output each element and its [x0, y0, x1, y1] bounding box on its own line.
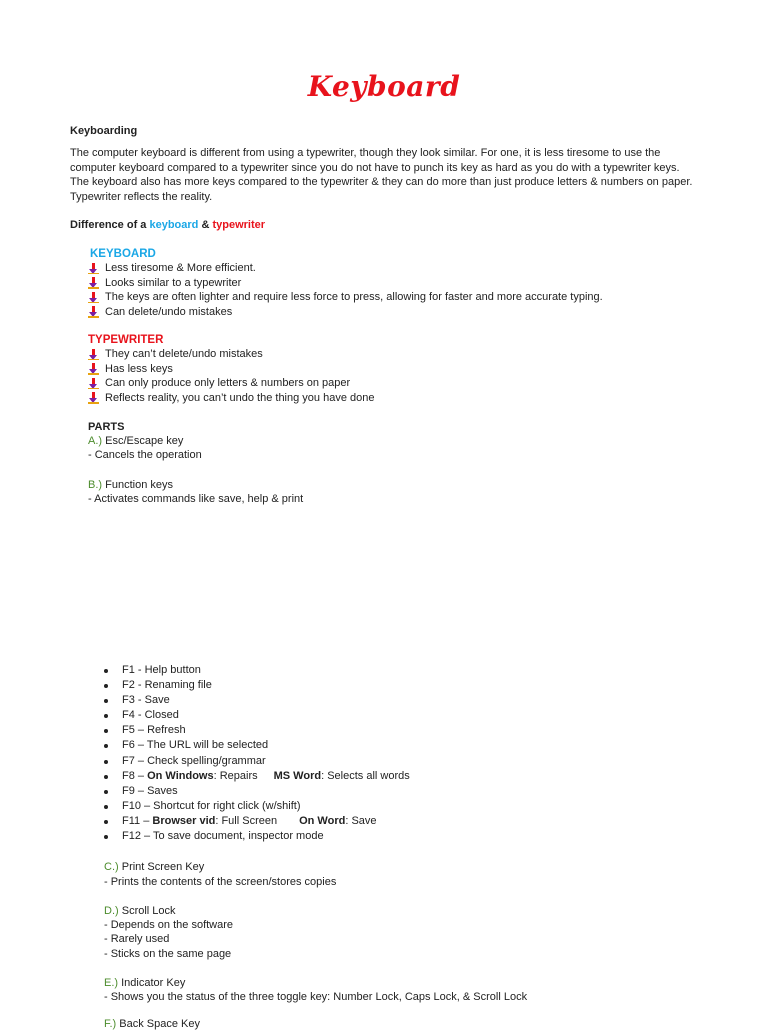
- list-item: [88, 362, 374, 377]
- bullet-icon: [104, 790, 108, 794]
- list-item-bold: Browser vid: [152, 814, 216, 827]
- bullet-icon: [104, 699, 108, 703]
- bullet-icon: [104, 820, 108, 824]
- list-item-text: F8 –: [122, 769, 148, 782]
- list-item-text: F2 - Renaming file: [122, 679, 212, 692]
- list-item-text: F6 – The URL will be selected: [122, 739, 269, 752]
- list-item-text: Can only produce only letters & numbers on paper: [105, 377, 351, 389]
- arrow-down-icon: [88, 349, 99, 360]
- list-item: [104, 799, 410, 814]
- list-item-bold: MS Word: [273, 769, 322, 782]
- list-item: [104, 814, 410, 829]
- part-e: [104, 976, 185, 991]
- bullet-icon: [104, 805, 108, 809]
- list-item-text: Has less keys: [105, 362, 173, 375]
- typewriter-heading: TYPEWRITER: [88, 334, 164, 346]
- bullet-icon: [104, 775, 108, 779]
- difference-typewriter: typewriter: [212, 219, 266, 231]
- part-b-desc: - Activates commands like save, help & print: [88, 493, 304, 505]
- list-item: [104, 829, 410, 844]
- parts-heading: PARTS: [88, 421, 125, 433]
- part-label: A.): [88, 435, 103, 447]
- part-name: Back Space Key: [116, 1018, 201, 1030]
- arrow-down-icon: [88, 263, 99, 274]
- difference-keyboard: keyboard: [149, 219, 199, 231]
- part-e-desc: - Shows you the status of the three toggle key: Number Lock, Caps Lock, & Scroll Lock: [104, 991, 528, 1003]
- list-item-text: : Full Screen: [215, 814, 278, 827]
- part-label: F.): [104, 1018, 117, 1030]
- list-item: [104, 693, 410, 708]
- part-d-desc-3: - Sticks on the same page: [104, 948, 232, 960]
- list-item-bold: On Word: [299, 814, 346, 827]
- list-item-text: F4 - Closed: [122, 709, 179, 722]
- arrow-down-icon: [88, 378, 99, 389]
- part-label: E.): [104, 977, 119, 989]
- list-item-text: F1 - Help button: [122, 664, 201, 676]
- bullet-icon: [104, 835, 108, 839]
- part-label: C.): [104, 861, 119, 873]
- list-item: [88, 261, 603, 276]
- part-label: D.): [104, 905, 119, 917]
- arrow-down-icon: [88, 306, 99, 317]
- list-item-bold: On Windows: [147, 769, 214, 782]
- part-d-desc-2: - Rarely used: [104, 933, 170, 945]
- list-item: [88, 391, 374, 406]
- list-item-text: Looks similar to a typewriter: [105, 276, 242, 289]
- list-item-text: : Selects all words: [321, 769, 410, 782]
- intro-paragraph: The computer keyboard is different from using a typewriter, though they look similar. For one, it is less tiresome to use the computer keyboard compared to a typewriter since you do not have to punch its key as hard as you do with a typewriter keys. The keyboard also has more keys compared to the typewriter & they can do more than just produce letters & numbers on paper. Typewriter reflects the reality.: [70, 147, 693, 203]
- list-item: [104, 754, 410, 769]
- part-b: [88, 478, 173, 493]
- list-item: [88, 347, 374, 362]
- list-item: [104, 708, 410, 723]
- arrow-down-icon: [88, 363, 99, 374]
- part-a-desc: - Cancels the operation: [88, 449, 202, 461]
- part-name: Scroll Lock: [118, 905, 176, 917]
- list-item: [104, 678, 410, 693]
- part-d: [104, 904, 176, 919]
- list-item: [88, 376, 374, 391]
- list-item-text: F12 – To save document, inspector mode: [122, 830, 324, 843]
- bullet-icon: [104, 684, 108, 688]
- list-item: [104, 769, 410, 784]
- list-item-text: F5 – Refresh: [122, 724, 186, 737]
- typewriter-list: [88, 347, 374, 405]
- arrow-down-icon: [88, 292, 99, 303]
- part-name: Esc/Escape key: [102, 435, 184, 447]
- bullet-icon: [104, 729, 108, 733]
- keyboard-list: [88, 261, 603, 319]
- difference-heading: [70, 218, 265, 233]
- section-heading: Keyboarding: [70, 125, 138, 137]
- list-item: [104, 663, 410, 678]
- list-item-text: The keys are often lighter and require less force to press, allowing for faster and more accurate typing.: [105, 291, 603, 303]
- list-item-text: Less tiresome & More efficient.: [105, 262, 256, 274]
- part-a: [88, 434, 183, 449]
- list-item: [88, 305, 603, 320]
- list-item: [104, 723, 410, 738]
- bullet-icon: [104, 744, 108, 748]
- list-item: [88, 276, 603, 291]
- part-name: Function keys: [102, 479, 173, 491]
- list-item-text: F3 - Save: [122, 694, 170, 707]
- list-item-text: They can’t delete/undo mistakes: [105, 348, 263, 360]
- bullet-icon: [104, 714, 108, 718]
- list-item: [104, 738, 410, 753]
- part-c: [104, 860, 204, 875]
- bullet-icon: [104, 669, 108, 673]
- list-item-text: F7 – Check spelling/grammar: [122, 754, 266, 767]
- part-c-desc: - Prints the contents of the screen/stores copies: [104, 876, 337, 888]
- list-item-text: : Save: [345, 814, 377, 827]
- list-item-text: : Repairs: [213, 769, 258, 782]
- keyboard-heading: KEYBOARD: [90, 248, 156, 260]
- part-d-desc-1: - Depends on the software: [104, 919, 234, 931]
- bullet-icon: [104, 760, 108, 764]
- difference-amp: &: [198, 219, 213, 231]
- arrow-down-icon: [88, 277, 99, 288]
- list-item-text: F9 – Saves: [122, 784, 178, 797]
- arrow-down-icon: [88, 392, 99, 403]
- list-item: [104, 784, 410, 799]
- part-f: [104, 1017, 200, 1032]
- list-item-text: Can delete/undo mistakes: [105, 305, 233, 318]
- list-item-text: F10 – Shortcut for right click (w/shift): [122, 799, 301, 812]
- function-key-list: [104, 663, 410, 844]
- list-item: [88, 290, 603, 305]
- part-name: Print Screen Key: [118, 861, 205, 873]
- page-title: Keyboard: [307, 70, 461, 103]
- list-item-text: F11 –: [122, 814, 153, 827]
- part-name: Indicator Key: [118, 977, 186, 989]
- list-item-text: Reflects reality, you can’t undo the thing you have done: [105, 391, 375, 404]
- part-label: B.): [88, 479, 103, 491]
- difference-prefix: Difference of a: [70, 219, 150, 231]
